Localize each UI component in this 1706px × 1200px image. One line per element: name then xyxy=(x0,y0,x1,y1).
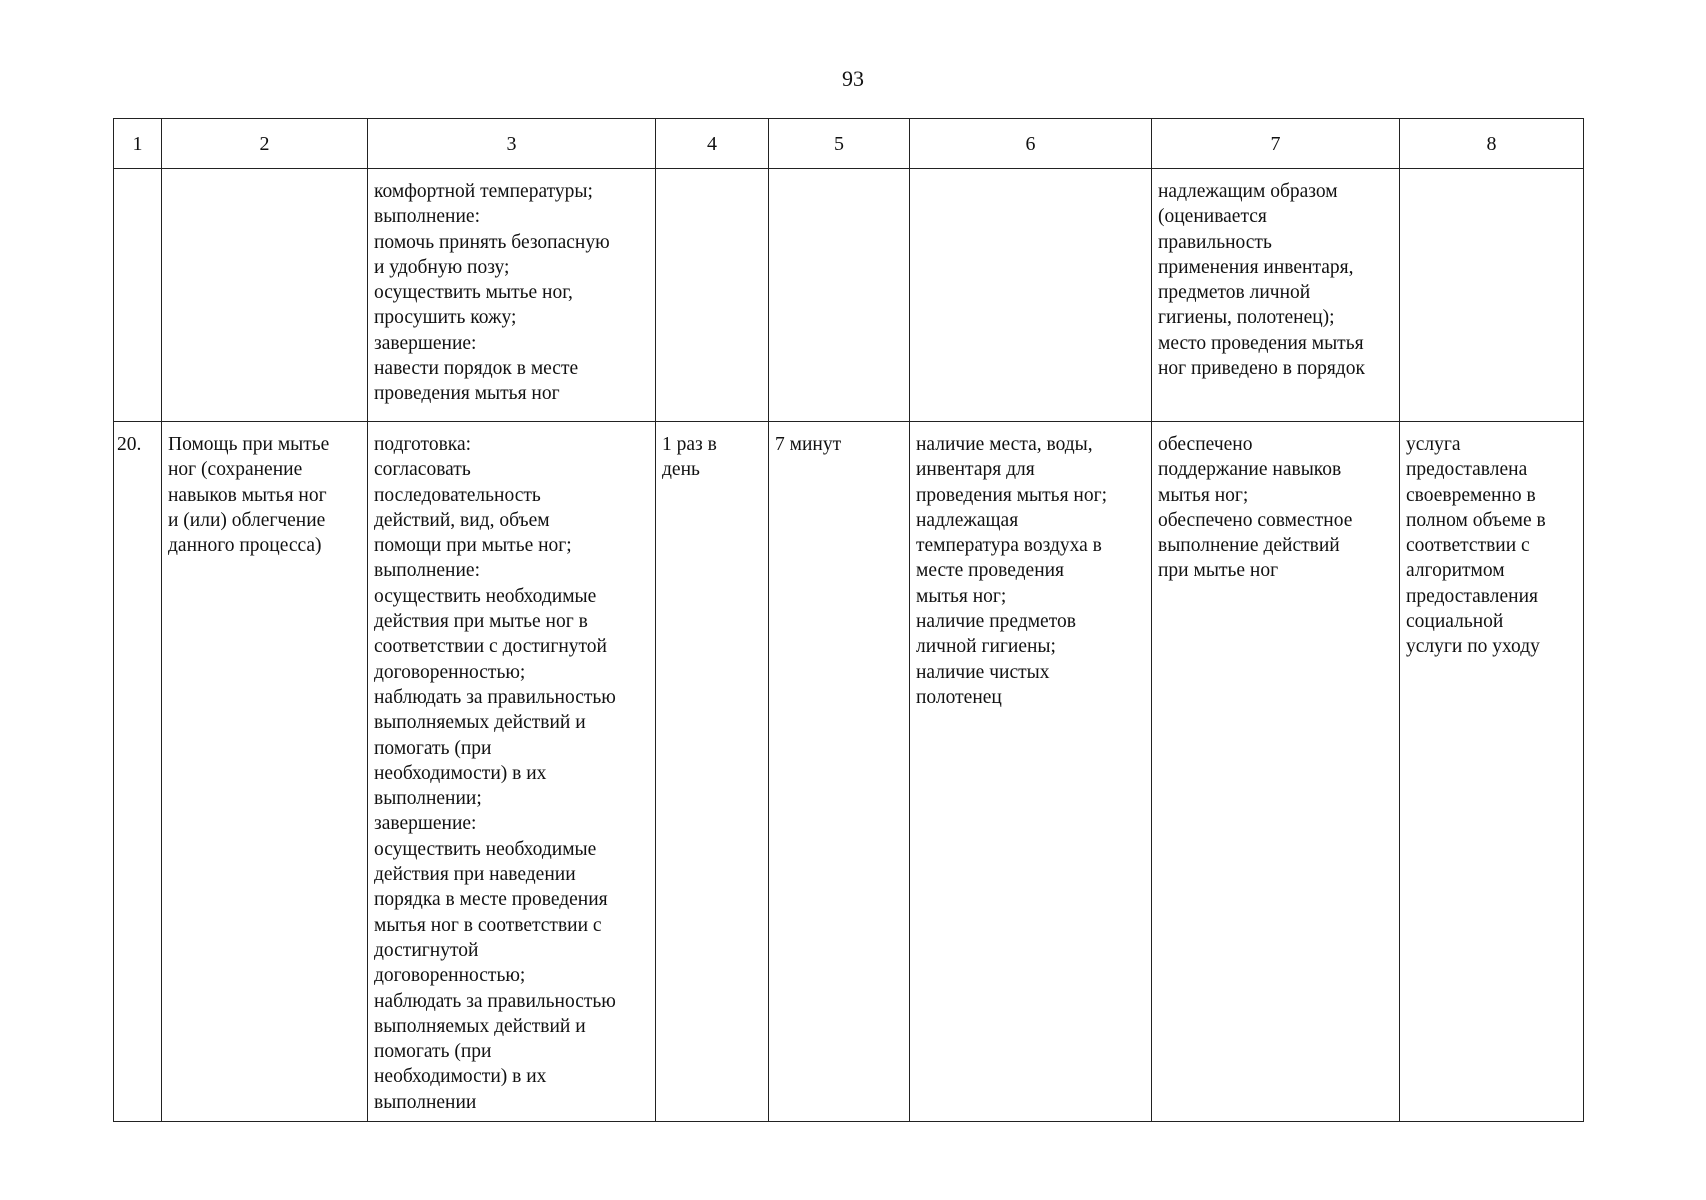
service-table xyxy=(113,118,1584,1122)
column-number-header: 6 xyxy=(910,119,1152,169)
frequency-cell xyxy=(656,169,769,422)
frequency-cell: 1 раз в день xyxy=(656,422,769,1122)
table-row-continuation xyxy=(114,169,1584,422)
evaluation-cell xyxy=(1400,169,1584,422)
quality-indicators-cell: надлежащим образом (оценивается правильность применения инвентаря, предметов личной гигиены, полотенец); место проведения мытья ног приведено в порядок xyxy=(1152,169,1400,422)
conditions-cell xyxy=(910,169,1152,422)
duration-cell: 7 минут xyxy=(769,422,910,1122)
column-number-header: 8 xyxy=(1400,119,1584,169)
column-number-header-row xyxy=(114,119,1584,169)
conditions-cell: наличие места, воды, инвентаря для проведения мытья ног; надлежащая температура воздуха в месте проведения мытья ног; наличие предметов личной гигиены; наличие чистых полотенец xyxy=(910,422,1152,1122)
row-number-cell xyxy=(114,169,162,422)
column-number-header: 2 xyxy=(162,119,368,169)
quality-indicators-cell: обеспечено поддержание навыков мытья ног; обеспечено совместное выполнение действий при мытье ног xyxy=(1152,422,1400,1122)
column-number-header: 5 xyxy=(769,119,910,169)
service-description-cell: комфортной температуры; выполнение: помочь принять безопасную и удобную позу; осуществить мытье ног, просушить кожу; завершение: навести порядок в месте проведения мытья ног xyxy=(368,169,656,422)
service-name-cell: Помощь при мытье ног (сохранение навыков мытья ног и (или) облегчение данного процесса) xyxy=(162,422,368,1122)
column-number-header: 1 xyxy=(114,119,162,169)
table-row-item-20 xyxy=(114,422,1584,1122)
row-number-cell: 20. xyxy=(114,422,162,1122)
page-number: 93 xyxy=(842,66,864,91)
column-number-header: 4 xyxy=(656,119,769,169)
service-description-cell: подготовка: согласовать последовательность действий, вид, объем помощи при мытье ног; выполнение: осуществить необходимые действия при мытье ног в соответствии с достигнутой договоренностью; наблюдать за правильностью выполняемых действий и помогать (при необходимости) в их выполнении; завершение: осуществить необходимые действия при наведении порядка в месте проведения мытья ног в соответствии с достигнутой договоренностью; наблюдать за правильностью выполняемых действий и помогать (при необходимости) в их выполнении xyxy=(368,422,656,1122)
evaluation-cell: услуга предоставлена своевременно в полном объеме в соответствии с алгоритмом предоставления социальной услуги по уходу xyxy=(1400,422,1584,1122)
column-number-header: 3 xyxy=(368,119,656,169)
duration-cell xyxy=(769,169,910,422)
service-name-cell xyxy=(162,169,368,422)
column-number-header: 7 xyxy=(1152,119,1400,169)
